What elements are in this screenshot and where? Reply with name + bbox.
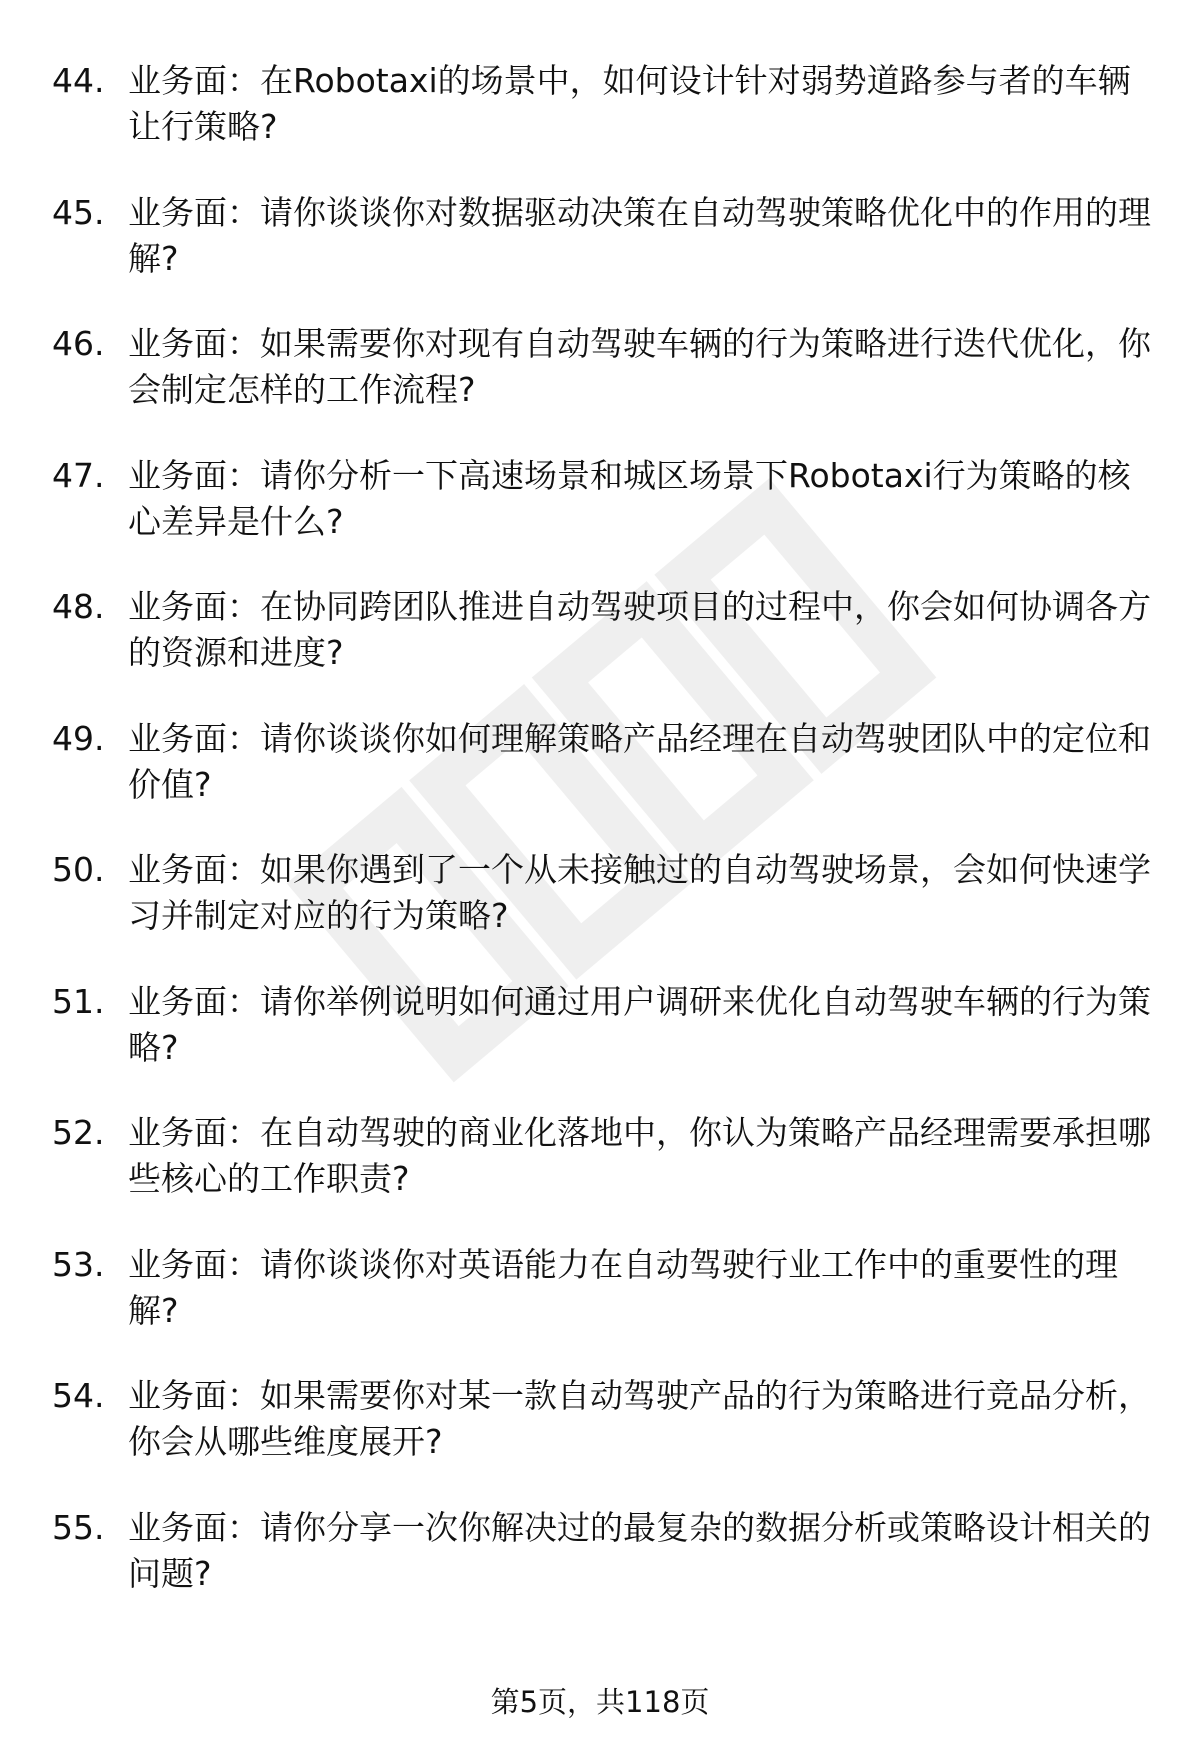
question-text: 业务面：在自动驾驶的商业化落地中，你认为策略产品经理需要承担哪些核心的工作职责? bbox=[128, 1113, 1151, 1198]
question-item bbox=[0, 1373, 1200, 1505]
question-number: 53. bbox=[52, 1244, 105, 1284]
question-number: 45. bbox=[52, 192, 105, 232]
question-item bbox=[0, 58, 1200, 190]
question-item bbox=[0, 321, 1200, 453]
question-text: 业务面：请你举例说明如何通过用户调研来优化自动驾驶车辆的行为策略? bbox=[128, 981, 1151, 1067]
question-text: 业务面：在协同跨团队推进自动驾驶项目的过程中，你会如何协调各方的资源和进度? bbox=[128, 587, 1151, 672]
question-text: 业务面：请你分享一次你解决过的最复杂的数据分析或策略设计相关的问题? bbox=[128, 1507, 1151, 1593]
question-item bbox=[0, 716, 1200, 848]
question-item bbox=[0, 584, 1200, 716]
question-number: 50. bbox=[52, 850, 105, 889]
question-number: 48. bbox=[52, 587, 105, 626]
question-number: 44. bbox=[52, 61, 105, 100]
page-number-label: 第5页，共118页 bbox=[490, 1685, 710, 1719]
question-text: 业务面：请你谈谈你如何理解策略产品经理在自动驾驶团队中的定位和价值? bbox=[128, 718, 1151, 804]
question-text: 业务面：如果你遇到了一个从未接触过的自动驾驶场景，会如何快速学习并制定对应的行为策略? bbox=[128, 850, 1151, 935]
question-text: 业务面：请你分析一下高速场景和城区场景下Robotaxi行为策略的核心差异是什么? bbox=[128, 455, 1131, 541]
question-text: 业务面：如果需要你对现有自动驾驶车辆的行为策略进行迭代优化，你会制定怎样的工作流程? bbox=[128, 324, 1151, 409]
question-number: 51. bbox=[52, 981, 105, 1021]
question-number: 46. bbox=[52, 324, 105, 363]
question-item bbox=[0, 453, 1200, 585]
question-list bbox=[0, 58, 1200, 1636]
question-number: 52. bbox=[52, 1113, 105, 1152]
question-item bbox=[0, 847, 1200, 979]
question-text: 业务面：在Robotaxi的场景中，如何设计针对弱势道路参与者的车辆让行策略? bbox=[128, 61, 1131, 146]
question-item bbox=[0, 190, 1200, 322]
question-item bbox=[0, 1110, 1200, 1242]
question-text: 业务面：请你谈谈你对英语能力在自动驾驶行业工作中的重要性的理解? bbox=[128, 1244, 1118, 1330]
question-text: 业务面：请你谈谈你对数据驱动决策在自动驾驶策略优化中的作用的理解? bbox=[128, 192, 1151, 278]
question-item bbox=[0, 1505, 1200, 1637]
question-number: 55. bbox=[52, 1507, 105, 1547]
page-footer bbox=[0, 1682, 1200, 1722]
question-number: 49. bbox=[52, 718, 105, 758]
question-item bbox=[0, 979, 1200, 1111]
question-text: 业务面：如果需要你对某一款自动驾驶产品的行为策略进行竞品分析，你会从哪些维度展开? bbox=[128, 1376, 1151, 1461]
question-number: 54. bbox=[52, 1376, 105, 1415]
question-item bbox=[0, 1242, 1200, 1374]
question-number: 47. bbox=[52, 455, 105, 495]
